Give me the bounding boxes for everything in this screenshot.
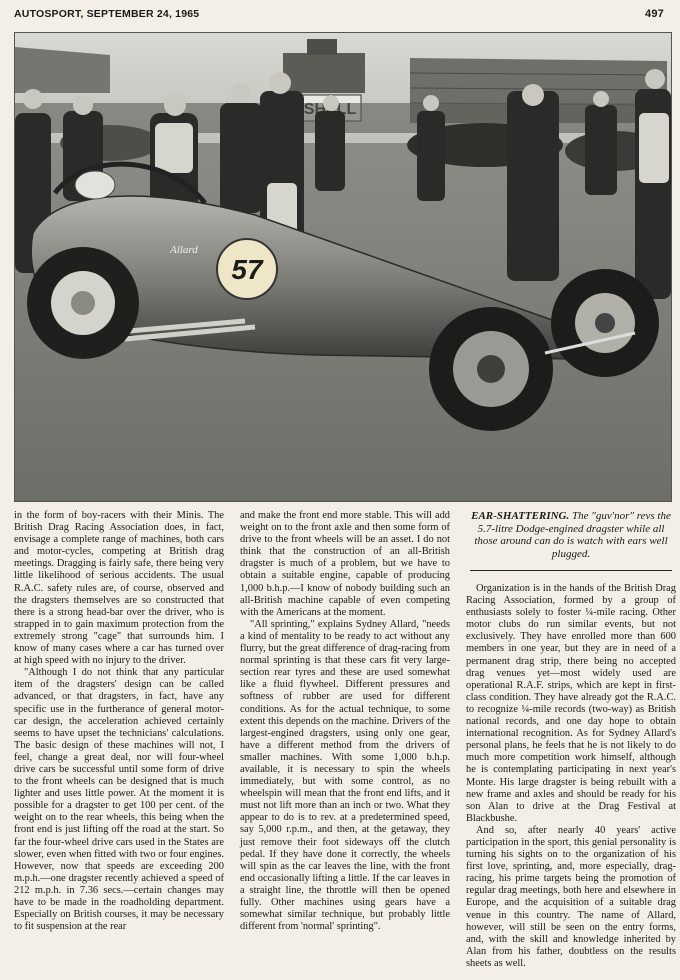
article-paragraph: Organization is in the hands of the British Drag Racing Association, formed by a group of enthusiasts solely to foster ¼-mile racing. Other motor clubs do run similar events, but not exclusively. They have enrolled more than 600 members in one year, but they are in need of a permanent drag strip, there being no accepted drag venues yet—most widely used are operational R.A.F. strips, which are kept in first-class condition. They have already got the R.A.C. to recognize ¼-mile records (two-way) as British national records, and one day hope to obtain international recognition. As for Sydney Allard's personal plans, he feels that he is not likely to do much more competition work himself, although he is contemplating participating in next year's Monte. His large dragster is being rebuilt with a new frame and axles and should be ready for his son Alan to drive at the Drag Festival at Blackbushe. [466,583,676,824]
article-column-2 [240,510,450,933]
article-column-3 [466,510,676,970]
article-paragraph: in the form of boy-racers with their Minis. The British Drag Racing Association does, in fact, envisage a complete range of machines, both cars and motor-cycles, competing at British drag meetings. Dragging is fairly safe, there being very little likelihood of serious accidents. The usual R.A.C. safety rules are, of course, observed and the dragsters themselves are so constructed that there is a strong head-bar over the driver, who is strapped in to gain maximum protection from the extremely strong "cage" that surrounds him. I know of many cases where a car has turned over at high speed with no injury to the driver. [14,510,224,667]
page-number: 497 [645,8,664,20]
article-paragraph: and make the front end more stable. This will add weight on to the front axle and then some form of drive to the front wheels will be an asset. I do not think that the construction of an all-British dragster is much of a problem, but we have to obtain a suitable engine, capable of producing 1,000 b.h.p.—I know of nobody building such an all-British machine capable of even competing with the Americans at the moment. [240,510,450,618]
caption-divider [470,570,672,571]
allard-script: Allard [170,244,198,256]
publication-date: AUTOSPORT, SEPTEMBER 24, 1965 [14,8,200,20]
page-header [14,6,668,24]
article-paragraph: "Although I do not think that any particular item of the dragsters' design can be called advanced, or that dragsters, in fact, have any specific use in the furtherance of general motor-car design, the acceleration achieved certainly seems to have upset the technicians' calculations. The basic design of these machines will not, I feel, change a great deal, nor will four-wheel drive cars be successful until some form of drive to the front wheels can be designed that is much lighter and uses little power. At the moment it is possible for a dragster to get 100 per cent. of the weight on to the rear wheels, this being when the front end is just lifting off the road at the start. So far the four-wheel drive cars used in the States are slower, even when fitted with two or four engines. However, now that speeds are exceeding 200 m.p.h.—one dragster recently achieved a speed of 212 m.p.h. in 7.36 secs.—certain changes may have to be made in the roadholding department. Especially on British courses, it may be necessary to fit suspension at the rear [14,667,224,933]
photo-caption [466,510,676,560]
dragster-photo [14,32,672,502]
caption-lead: EAR-SHATTERING. [471,510,570,522]
article-body [14,510,676,976]
car-number: 57 [231,254,263,285]
caption-text: The "guv'nor" revs the 5.7-litre Dodge-engined dragster while all those around can do is watch with ears well plugged. [474,510,671,560]
article-paragraph: "All sprinting," explains Sydney Allard, "needs a kind of mentality to be ready to act without any flurry, but the great difference of drag-racing from normal sprinting is that these cars fit very large-section rear tyres and these are used somewhat like a fluid flywheel. Different pressures and softness of rubber are used for different conditions. As for the actual technique, to some extent this depends on the machine. Drivers of the largest-engined dragsters, using only one gear, have a different method from the drivers of smaller machines. With some 1,000 b.h.p. available, it is necessary to spin the wheels immediately, but with some control, as no wheelspin will mean that the front end lifts, and it must not lift more than an inch or two. What they appear to do is to rev. at a predetermined speed, say 5,000 r.p.m., and then, at the getaway, they just remove their foot sideways off the clutch pedal. If they have done it correctly, the wheels will spin as the car leaves the line, with the front end occasionally lifting a little. If the car leaves in a straight line, the throttle will then be opened fully. Other machines using gears have a somewhat similar technique, but probably little different from 'normal' sprinting". [240,618,450,933]
article-column-1 [14,510,224,933]
article-paragraph: And so, after nearly 40 years' active participation in the sport, this genial personality is turning his sights on to the organization of his first love, sprinting, and, more especially, drag-racing, his prime targets being the promotion of regular drag meetings, both here and elsewhere in Europe, and the acquisition of a suitable drag venue in this country. The name of Allard, however, will still be seen on the entry forms, and, with the skill and knowledge inherited by Alan from his father, doubtless on the results sheets as well. [466,824,676,969]
